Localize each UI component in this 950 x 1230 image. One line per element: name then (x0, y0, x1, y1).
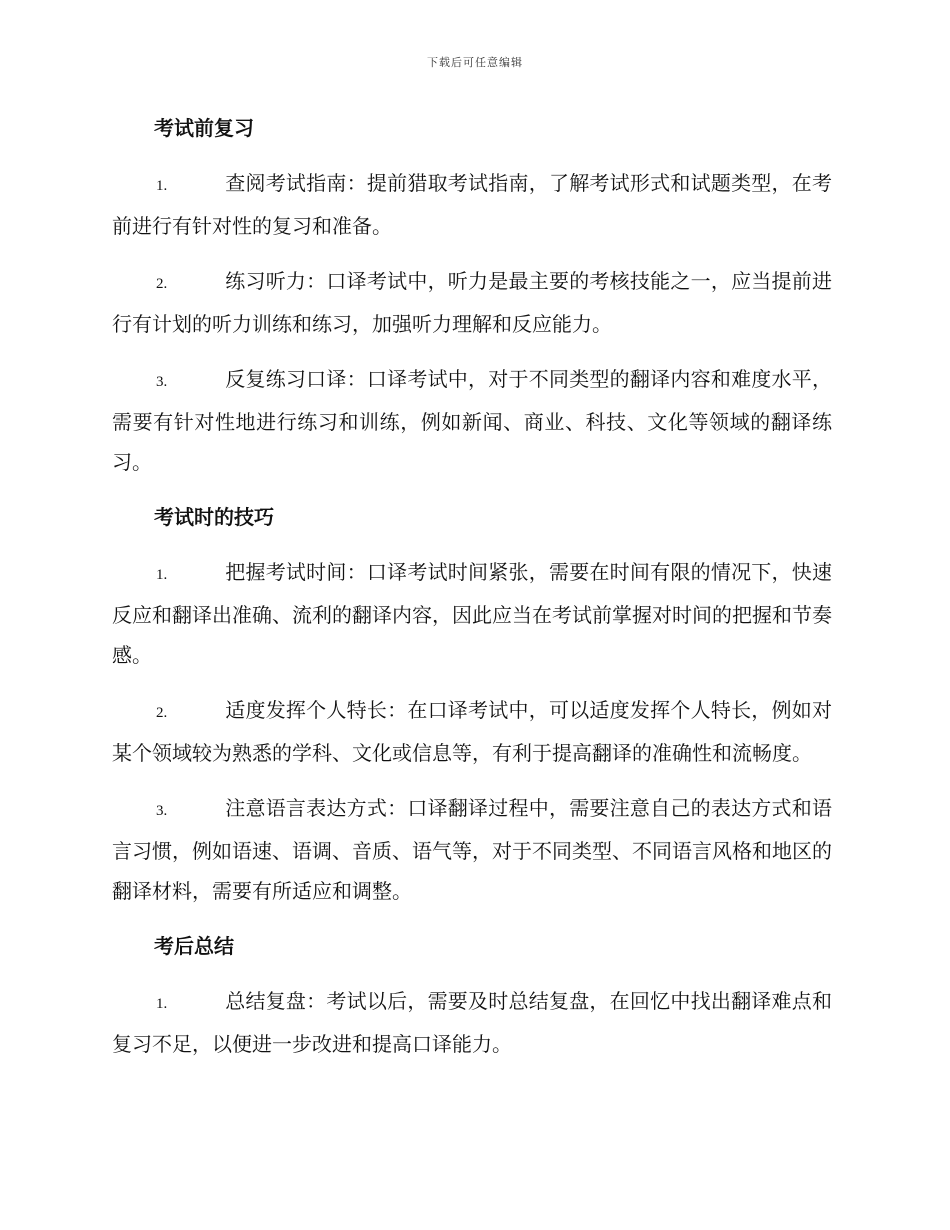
list-item (112, 261, 832, 344)
section-heading: 考试时的技巧 (154, 505, 274, 529)
list-item-number: 2. (156, 705, 168, 721)
section-heading: 考后总结 (154, 934, 234, 958)
list-item-number: 1. (156, 996, 168, 1012)
document-body (112, 108, 832, 1079)
list-item (112, 359, 832, 482)
list-item-text: 注意语言表达方式：口译翻译过程中，需要注意自己的表达方式和语言习惯，例如语速、语调、音质、语气等，对于不同类型、不同语言风格和地区的翻译材料，需要有所适应和调整。 (112, 796, 832, 903)
list-item (112, 163, 832, 246)
list-item (112, 981, 832, 1064)
list-item-text: 查阅考试指南：提前猎取考试指南，了解考试形式和试题类型，在考前进行有针对性的复习和准备。 (112, 171, 832, 238)
section-post-exam-summary (112, 926, 832, 1064)
list-item (112, 552, 832, 675)
section-exam-tips (112, 497, 832, 911)
list-item-number: 3. (156, 803, 168, 819)
list-item (112, 788, 832, 911)
page-header-note: 下载后可任意编辑 (427, 56, 523, 69)
list-item-number: 2. (156, 276, 168, 292)
list-item-text: 总结复盘：考试以后，需要及时总结复盘，在回忆中找出翻译难点和复习不足，以便进一步改进和提高口译能力。 (112, 989, 832, 1056)
list-item-text: 把握考试时间：口译考试时间紧张，需要在时间有限的情况下，快速反应和翻译出准确、流利的翻译内容，因此应当在考试前掌握对时间的把握和节奏感。 (112, 560, 832, 667)
section-heading: 考试前复习 (154, 116, 254, 140)
list-item-text: 适度发挥个人特长：在口译考试中，可以适度发挥个人特长，例如对某个领域较为熟悉的学科、文化或信息等，有利于提高翻译的准确性和流畅度。 (112, 698, 832, 765)
list-item (112, 690, 832, 773)
list-item-text: 反复练习口译：口译考试中，对于不同类型的翻译内容和难度水平，需要有针对性地进行练习和训练，例如新闻、商业、科技、文化等领域的翻译练习。 (112, 367, 832, 474)
list-item-text: 练习听力：口译考试中，听力是最主要的考核技能之一，应当提前进行有计划的听力训练和练习，加强听力理解和反应能力。 (112, 269, 832, 336)
list-item-number: 3. (156, 374, 168, 390)
list-item-number: 1. (156, 567, 168, 583)
list-item-number: 1. (156, 178, 168, 194)
section-pre-exam-review (112, 108, 832, 482)
